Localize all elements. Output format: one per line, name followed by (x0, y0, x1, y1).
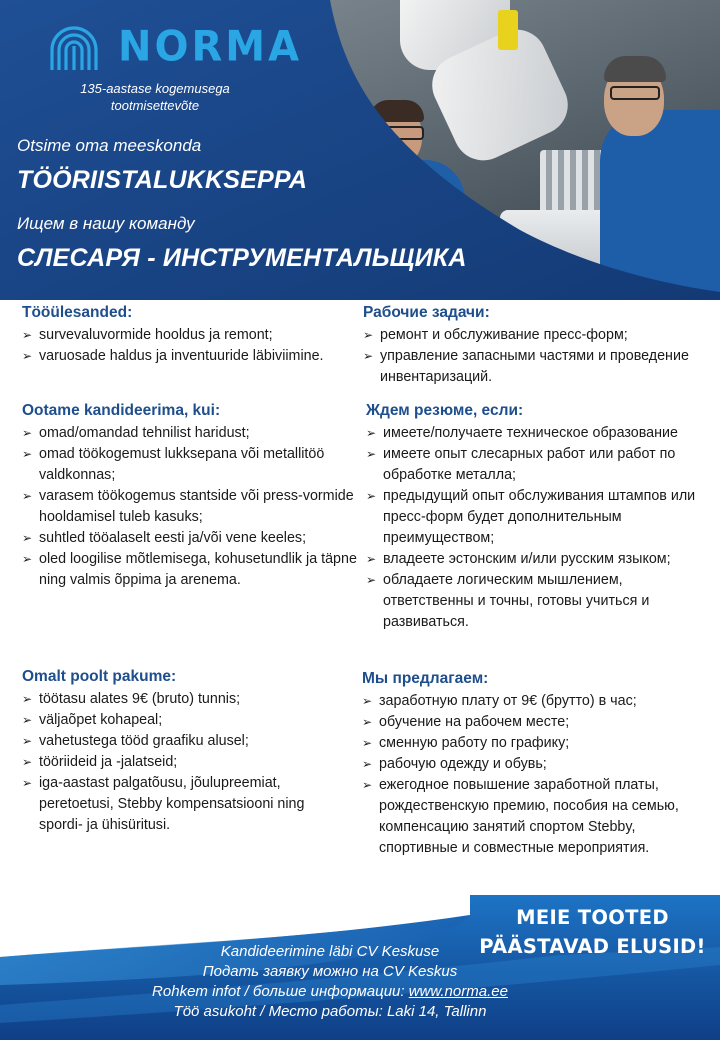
arrow-bullet-icon: ➢ (363, 328, 374, 342)
list-item (22, 752, 352, 773)
arrow-bullet-icon: ➢ (363, 349, 374, 363)
website-link[interactable]: www.norma.ee (408, 983, 508, 1000)
bullet-list (22, 423, 362, 591)
list-item (366, 423, 711, 444)
slogan: MEIE TOOTED PÄÄSTAVAD ELUSID! (479, 906, 706, 958)
arrow-bullet-icon: ➢ (362, 757, 373, 771)
list-item (22, 528, 362, 549)
list-item (366, 549, 711, 570)
arrow-bullet-icon: ➢ (22, 734, 33, 748)
location-line: Töö asukoht / Место работы: Laki 14, Tallinn (173, 1003, 487, 1020)
list-item (366, 570, 711, 633)
arrow-bullet-icon: ➢ (362, 694, 373, 708)
bullet-list (22, 325, 367, 367)
arrow-bullet-icon: ➢ (366, 573, 377, 587)
duties-ru-section (363, 302, 713, 388)
list-item-text: сменную работу по графику; (379, 735, 570, 751)
bullet-list (22, 689, 352, 836)
apply-line-ru: Подать заявку можно на CV Keskus (202, 963, 458, 980)
arrow-bullet-icon: ➢ (366, 489, 377, 503)
arrow-bullet-icon: ➢ (22, 531, 33, 545)
offer-et-section (22, 666, 352, 836)
estonian-job-title: TÖÖRIISTALUKKSEPPA (17, 166, 308, 194)
requirements-et-section (22, 400, 362, 591)
list-item (22, 325, 367, 346)
list-item (22, 549, 362, 591)
list-item-text: имеете/получаете техническое образование (383, 425, 678, 441)
list-item (22, 689, 352, 710)
brand-name: NORMA (118, 22, 303, 72)
list-item (362, 691, 702, 712)
bullet-list (363, 325, 713, 388)
list-item-text: varasem töökogemus stantside või press-vormide hooldamisel tuleb kasuks; (39, 488, 354, 525)
estonian-intro: Otsime oma meeskonda (17, 136, 202, 155)
list-item (363, 325, 713, 346)
list-item (22, 773, 352, 836)
arrow-bullet-icon: ➢ (22, 489, 33, 503)
list-item (362, 754, 702, 775)
list-item (22, 423, 362, 444)
section-title: Мы предлагаем: (362, 670, 489, 687)
list-item (362, 712, 702, 733)
list-item (366, 444, 711, 486)
arrow-bullet-icon: ➢ (366, 447, 377, 461)
requirements-ru-section (366, 400, 711, 633)
list-item-text: survevaluvormide hooldus ja remont; (39, 327, 273, 343)
brand-tagline: 135-aastase kogemusega tootmisettevõte (80, 81, 230, 113)
arrow-bullet-icon: ➢ (22, 447, 33, 461)
list-item (363, 346, 713, 388)
more-info-line: Rohkem infot / больше информации: www.norma.ee (152, 983, 508, 1000)
list-item-text: рабочую одежду и обувь; (379, 756, 547, 772)
list-item-text: предыдущий опыт обслуживания штампов или пресс-форм будет дополнительным преимуществом; (383, 488, 696, 546)
list-item (362, 775, 702, 859)
list-item-text: väljaõpet kohapeal; (39, 712, 163, 728)
list-item (366, 486, 711, 549)
duties-et-section (22, 302, 367, 367)
section-title: Tööülesanded: (22, 304, 133, 321)
list-item (22, 346, 367, 367)
arrow-bullet-icon: ➢ (22, 692, 33, 706)
list-item (22, 444, 362, 486)
bullet-list (362, 691, 702, 859)
section-title: Рабочие задачи: (363, 304, 490, 321)
list-item (22, 486, 362, 528)
list-item-text: omad/omandad tehnilist haridust; (39, 425, 250, 441)
header-banner (0, 0, 720, 300)
list-item-text: ежегодное повышение заработной платы, рождественскую премию, пособия на семью, компенсацию занятий спортом Stebby, спортивные и совместные мероприятия. (379, 777, 679, 856)
list-item-text: varuosade haldus ja inventuuride läbiviimine. (39, 348, 324, 364)
arrow-bullet-icon: ➢ (22, 713, 33, 727)
list-item (362, 733, 702, 754)
list-item-text: обучение на рабочем месте; (379, 714, 570, 730)
arrow-bullet-icon: ➢ (22, 349, 33, 363)
list-item-text: обладаете логическим мышлением, ответственны и точны, готовы учиться и развиваться. (383, 572, 650, 630)
apply-line-et: Kandideerimine läbi CV Keskuse (220, 943, 440, 960)
arrow-bullet-icon: ➢ (362, 736, 373, 750)
section-title: Ждем резюме, если: (366, 402, 524, 419)
list-item-text: omad töökogemust lukksepana või metallitöö valdkonnas; (39, 446, 325, 483)
section-title: Ootame kandideerima, kui: (22, 402, 221, 419)
list-item-text: ремонт и обслуживание пресс-форм; (380, 327, 628, 343)
russian-intro: Ищем в нашу команду (17, 214, 195, 233)
list-item-text: töötasu alates 9€ (bruto) tunnis; (39, 691, 241, 707)
russian-job-title: СЛЕСАРЯ - ИНСТРУМЕНТАЛЬЩИКА (17, 244, 467, 272)
arrow-bullet-icon: ➢ (22, 776, 33, 790)
arrow-bullet-icon: ➢ (362, 778, 373, 792)
bullet-list (366, 423, 711, 633)
arrow-bullet-icon: ➢ (362, 715, 373, 729)
arrow-bullet-icon: ➢ (22, 426, 33, 440)
section-title: Omalt poolt pakume: (22, 668, 177, 685)
list-item-text: заработную плату от 9€ (брутто) в час; (379, 693, 637, 709)
list-item-text: tööriideid ja -jalatseid; (39, 754, 178, 770)
arrow-bullet-icon: ➢ (366, 552, 377, 566)
list-item-text: имеете опыт слесарных работ или работ по обработке металла; (383, 446, 676, 483)
list-item-text: suhtled tööalaselt eesti ja/või vene keeles; (39, 530, 307, 546)
offer-ru-section (362, 668, 702, 859)
arrow-bullet-icon: ➢ (366, 426, 377, 440)
arrow-bullet-icon: ➢ (22, 328, 33, 342)
list-item-text: oled loogilise mõtlemisega, kohusetundlik ja täpne ning valmis õppima ja arenema. (39, 551, 357, 588)
list-item-text: управление запасными частями и проведение инвентаризаций. (380, 348, 689, 385)
arrow-bullet-icon: ➢ (22, 552, 33, 566)
list-item (22, 731, 352, 752)
list-item-text: владеете эстонским и/или русским языком; (383, 551, 671, 567)
list-item (22, 710, 352, 731)
footer-info (0, 942, 660, 1022)
arrow-bullet-icon: ➢ (22, 755, 33, 769)
list-item-text: vahetustega tööd graafiku alusel; (39, 733, 249, 749)
list-item-text: iga-aastast palgatõusu, jõulupreemiat, peretoetusi, Stebby kompensatsiooni ning spordi- ja ühisüritusi. (39, 775, 305, 833)
